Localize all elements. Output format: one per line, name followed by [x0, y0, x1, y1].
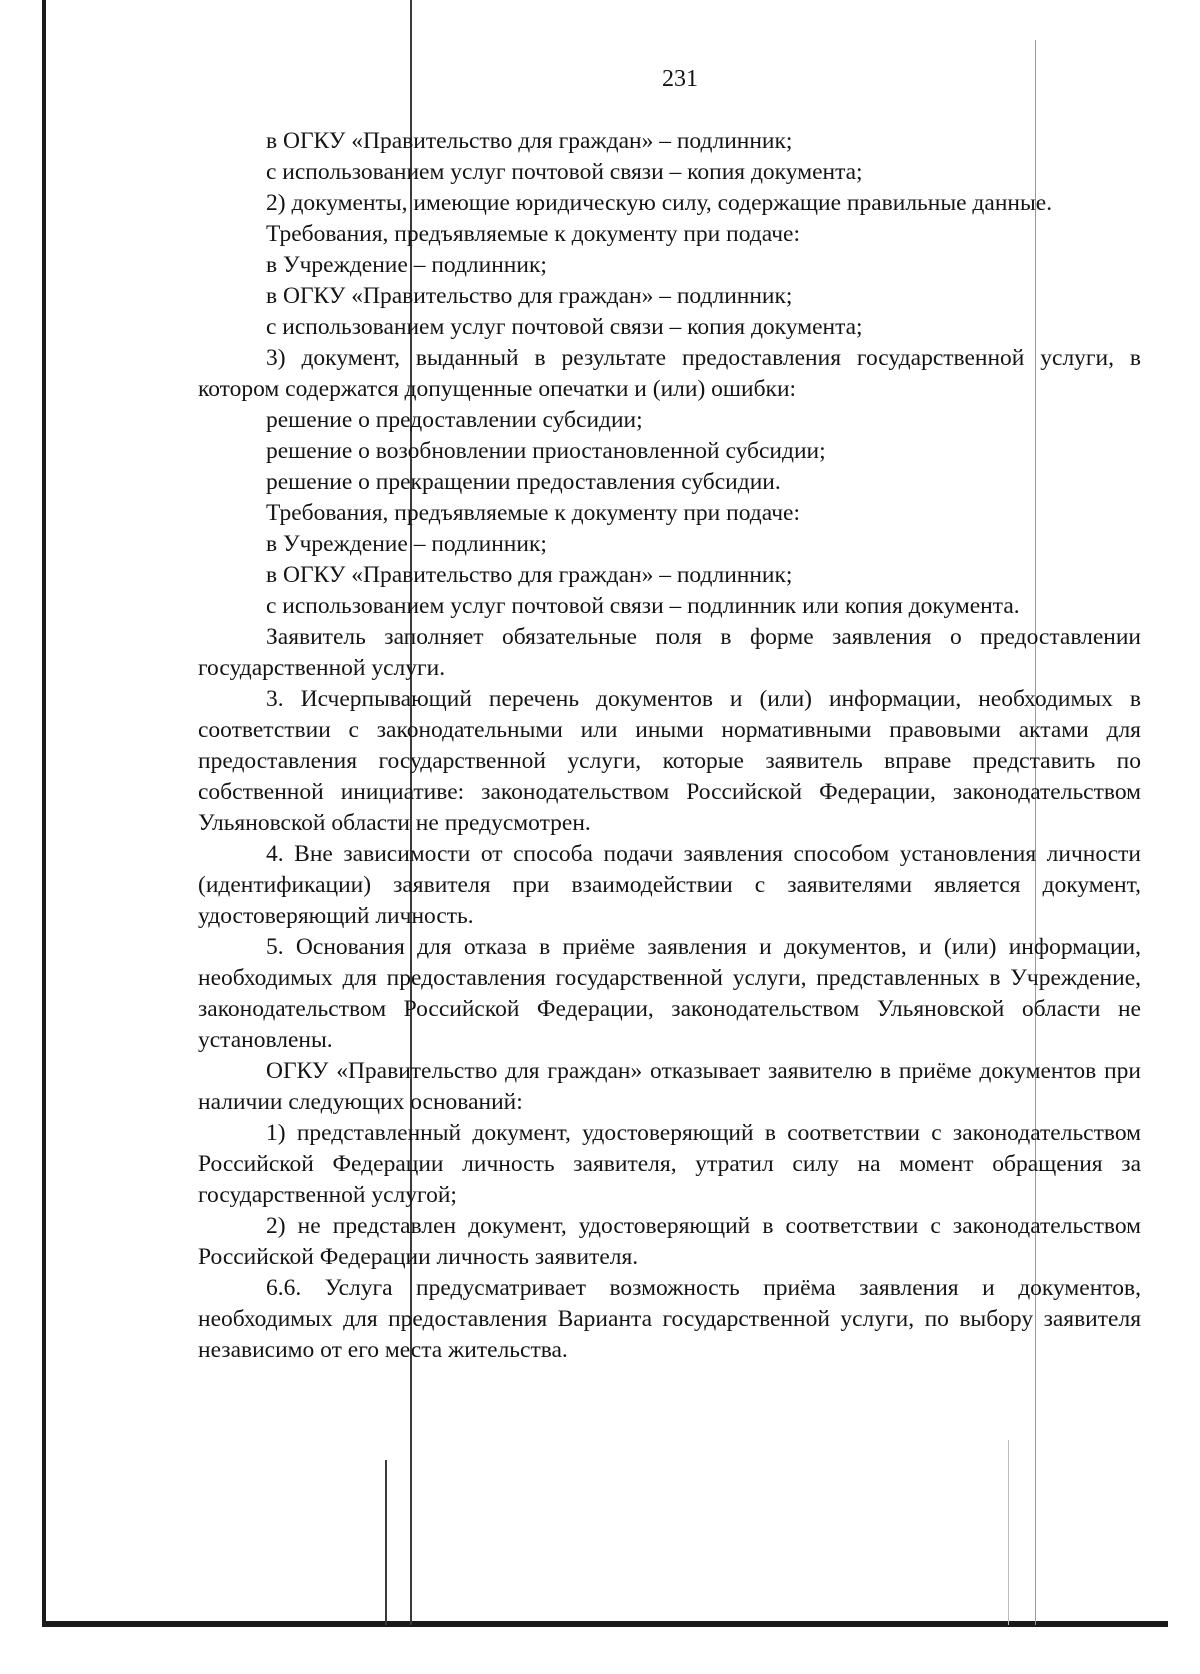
- document-body: [198, 126, 1141, 1366]
- paragraph: в ОГКУ «Правительство для граждан» – подлинник;: [266, 283, 793, 309]
- paragraph: в ОГКУ «Правительство для граждан» – подлинник;: [266, 562, 793, 588]
- scan-left-edge: [42, 0, 46, 1625]
- paragraph: 6.6. Услуга предусматривает возможность приёма заявления и документов, необходимых для предоставления Варианта государственной услуги, по выбору заявителя независимо от его места жительства.: [198, 1275, 1141, 1363]
- paragraph: 5. Основания для отказа в приёме заявления и документов, и (или) информации, необходимых для предоставления государственной услуги, представленных в Учреждение, законодательством Российской Федерации, законодательством Ульяновской области не установлены.: [198, 934, 1141, 1053]
- paragraph: с использованием услуг почтовой связи – копия документа;: [266, 159, 863, 185]
- paragraph: 1) представленный документ, удостоверяющий в соответствии с законодательством Российской Федерации личность заявителя, утратил силу на момент обращения за государственной услугой;: [198, 1120, 1141, 1208]
- paragraph: с использованием услуг почтовой связи – подлинник или копия документа.: [266, 593, 1020, 619]
- paragraph: ОГКУ «Правительство для граждан» отказывает заявителю в приёме документов при наличии следующих оснований:: [198, 1058, 1141, 1115]
- paragraph: 2) документы, имеющие юридическую силу, содержащие правильные данные.: [266, 190, 1053, 216]
- paragraph: Заявитель заполняет обязательные поля в форме заявления о предоставлении государственной услуги.: [198, 624, 1141, 681]
- page-number: 231: [662, 66, 698, 92]
- paragraph: решение о возобновлении приостановленной субсидии;: [266, 438, 826, 464]
- paragraph: решение о предоставлении субсидии;: [266, 407, 643, 433]
- paragraph: решение о прекращении предоставления субсидии.: [266, 469, 781, 495]
- paragraph: с использованием услуг почтовой связи – копия документа;: [266, 314, 863, 340]
- paragraph: 4. Вне зависимости от способа подачи заявления способом установления личности (идентификации) заявителя при взаимодействии с заявителями является документ, удостоверяющий личность.: [198, 841, 1141, 929]
- paragraph: Требования, предъявляемые к документу при подаче:: [266, 500, 800, 526]
- paragraph: в ОГКУ «Правительство для граждан» – подлинник;: [266, 128, 793, 154]
- scan-fold-line: [385, 1460, 387, 1625]
- scan-bottom-edge: [42, 1621, 1168, 1627]
- paragraph: 3. Исчерпывающий перечень документов и (или) информации, необходимых в соответствии с законодательными или иными нормативными правовыми актами для предоставления государственной услуги, которые заявитель вправе представить по собственной инициативе: законодательством Российской Федерации, законодательством Ульяновской области не предусмотрен.: [198, 686, 1141, 836]
- scan-fold-line: [1008, 1440, 1009, 1625]
- paragraph: в Учреждение – подлинник;: [266, 252, 547, 278]
- paragraph: 2) не представлен документ, удостоверяющий в соответствии с законодательством Российской Федерации личность заявителя.: [198, 1213, 1141, 1270]
- paragraph: в Учреждение – подлинник;: [266, 531, 547, 557]
- paragraph: 3) документ, выданный в результате предоставления государственной услуги, в котором содержатся допущенные опечатки и (или) ошибки:: [198, 345, 1141, 402]
- paragraph: Требования, предъявляемые к документу при подаче:: [266, 221, 800, 247]
